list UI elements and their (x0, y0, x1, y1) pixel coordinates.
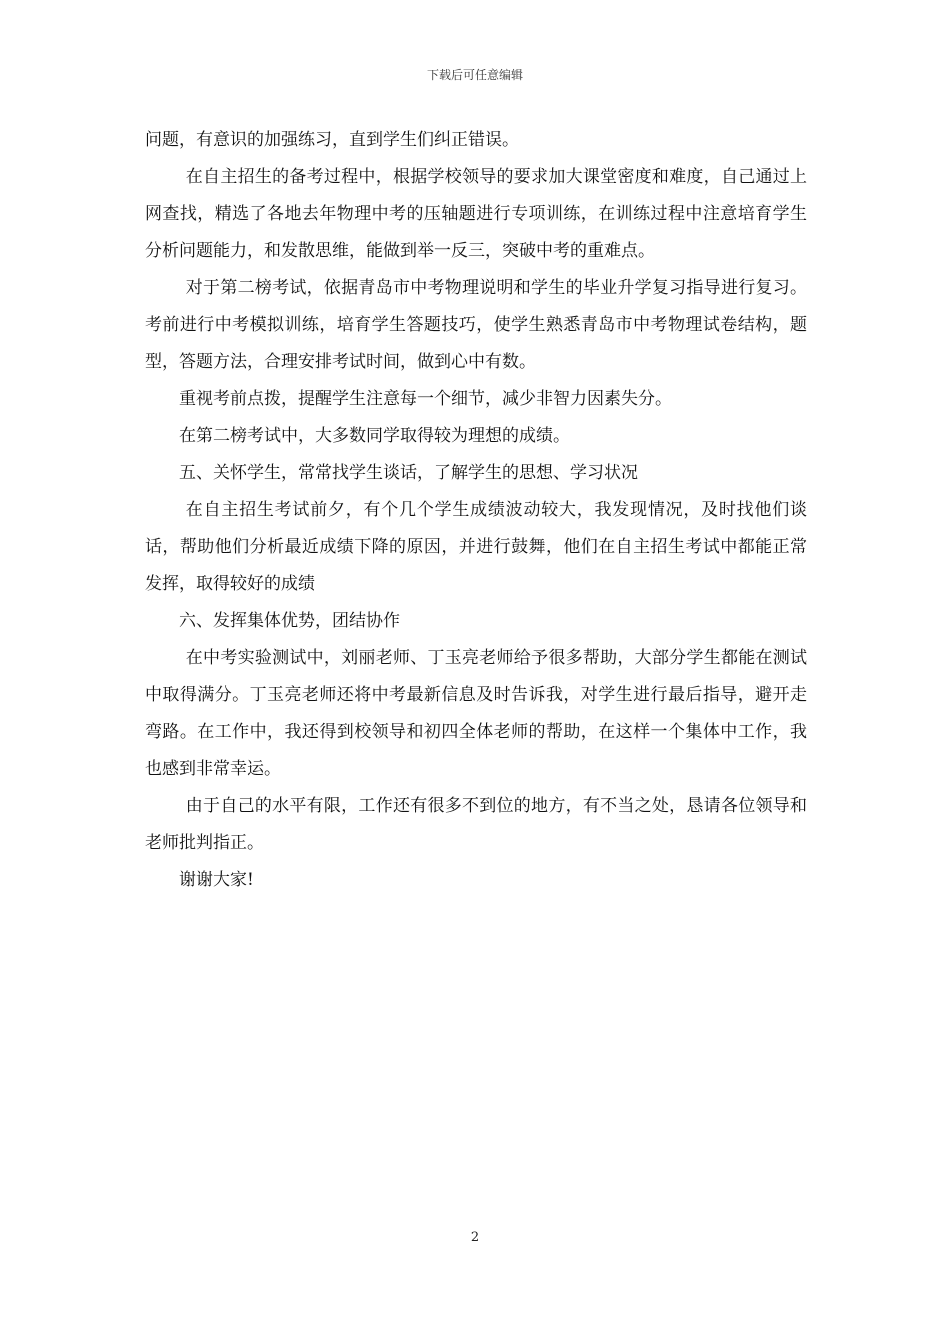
paragraph-second-exam-result: 在第二榜考试中，大多数同学取得较为理想的成绩。 (179, 426, 570, 446)
page-number: 2 (470, 1230, 480, 1245)
paragraph-second-exam-review: 对于第二榜考试，依据青岛市中考物理说明和学生的毕业升学复习指导进行复习。考前进行中考模拟训练，培育学生答题技巧，使学生熟悉青岛市中考物理试卷结构，题型，答题方法，合理安排考试时间，做到心中有数。 (145, 278, 807, 372)
paragraph-closing-remarks: 由于自己的水平有限，工作还有很多不到位的地方，有不当之处，恳请各位领导和老师批判指正。 (145, 796, 807, 853)
paragraph-thanks: 谢谢大家! (179, 870, 254, 890)
paragraph-self-enrollment-prep: 在自主招生的备考过程中，根据学校领导的要求加大课堂密度和难度，自己通过上网查找，精选了各地去年物理中考的压轴题进行专项训练，在训练过程中注意培育学生分析问题能力，和发散思维，能做到举一反三，突破中考的重难点。 (145, 167, 807, 261)
paragraph-student-talks: 在自主招生考试前夕，有个几个学生成绩波动较大，我发现情况，及时找他们谈话，帮助他们分析最近成绩下降的原因，并进行鼓舞，他们在自主招生考试中都能正常发挥，取得较好的成绩 (145, 500, 807, 594)
page-header: 下载后可任意编辑 (426, 68, 523, 82)
section-heading-teamwork: 六、发挥集体优势，团结协作 (179, 611, 400, 631)
document-body (145, 122, 807, 899)
paragraph-continuation: 问题，有意识的加强练习，直到学生们纠正错误。 (145, 130, 519, 150)
paragraph-pre-exam-guidance: 重视考前点拨，提醒学生注意每一个细节，减少非智力因素失分。 (179, 389, 672, 409)
section-heading-care-students: 五、关怀学生，常常找学生谈话，了解学生的思想、学习状况 (179, 463, 638, 483)
paragraph-lab-test-help: 在中考实验测试中，刘丽老师、丁玉亮老师给予很多帮助，大部分学生都能在测试中取得满分。丁玉亮老师还将中考最新信息及时告诉我，对学生进行最后指导，避开走弯路。在工作中，我还得到校领导和初四全体老师的帮助，在这样一个集体中工作，我也感到非常幸运。 (145, 648, 807, 779)
